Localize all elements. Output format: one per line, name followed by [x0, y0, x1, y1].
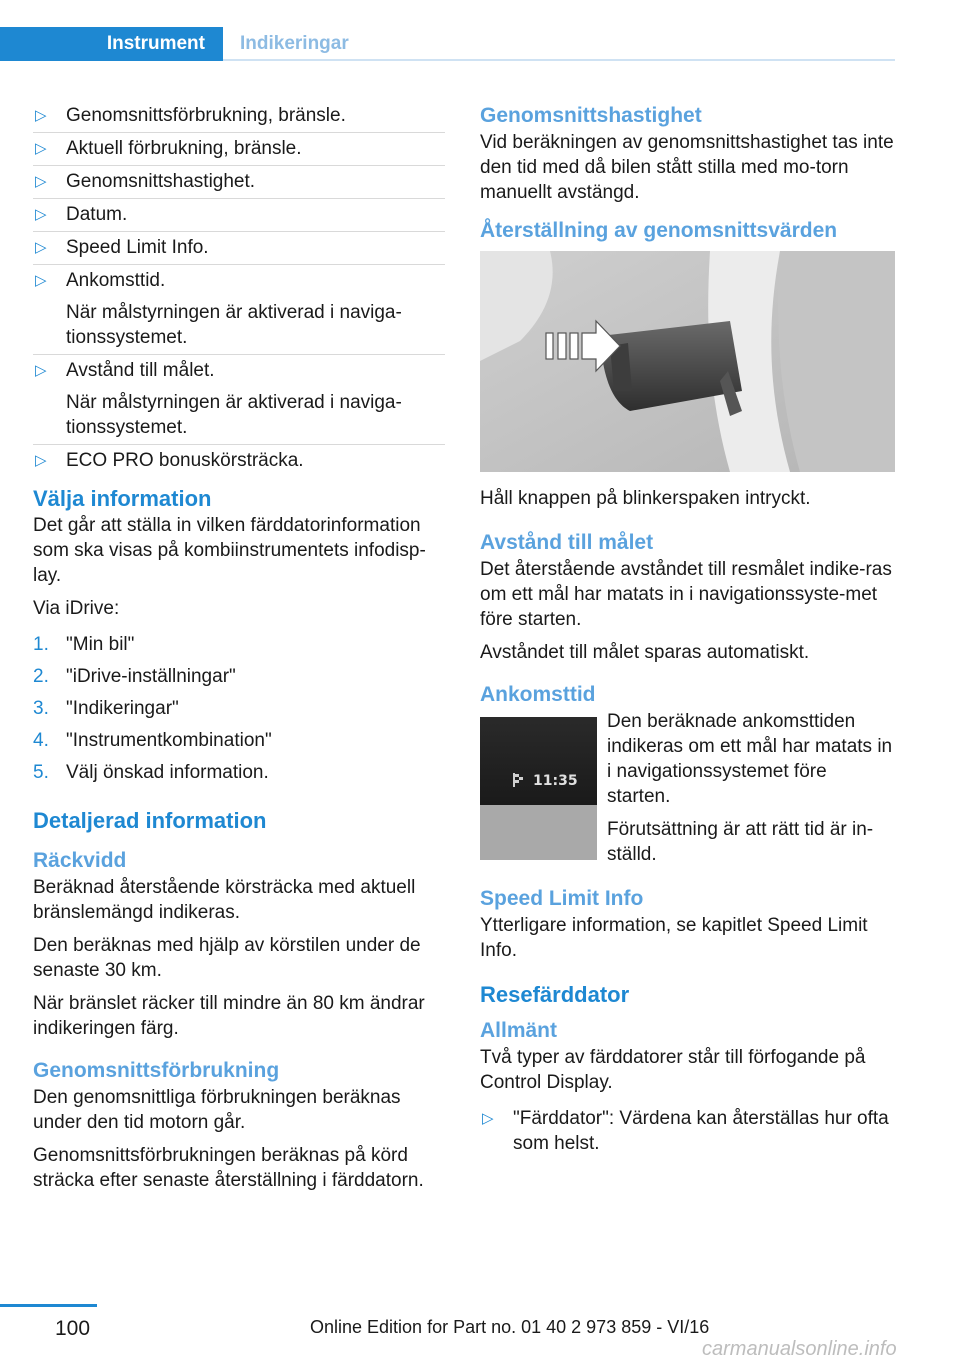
step-number: 2. [33, 666, 49, 687]
heading-resefarddator: Resefärddator [480, 982, 630, 1007]
list-item-text: ECO PRO bonuskörsträcka. [66, 450, 304, 471]
list-item-text: Genomsnittsförbrukning, bränsle. [66, 105, 346, 126]
list-item [33, 355, 445, 445]
arrival-clock-time: 11:35 [533, 773, 578, 789]
arrival-section [480, 709, 895, 867]
page-number: 100 [55, 1317, 91, 1340]
heading-valja-information: Välja information [33, 486, 212, 511]
paragraph: Håll knappen på blinkerspaken intryckt. [480, 488, 811, 509]
list-item [480, 1103, 895, 1160]
step-text: Välj önskad information. [66, 762, 269, 783]
triangle-bullet-icon: ▷ [35, 173, 47, 190]
list-item [33, 265, 445, 355]
step-number: 5. [33, 762, 49, 783]
triangle-bullet-icon: ▷ [35, 206, 47, 223]
heading-genomsnittshastighet: Genomsnittshastighet [480, 104, 702, 127]
arrival-display-graphic [480, 717, 597, 860]
steps-list [33, 629, 445, 789]
farddator-list [480, 1103, 895, 1160]
list-item-text: Genomsnittshastighet. [66, 171, 256, 192]
list-item [33, 232, 445, 265]
step-text: "Min bil" [66, 634, 135, 655]
list-item [33, 725, 445, 757]
turn-signal-stalk-photo [480, 251, 895, 472]
heading-rackvidd: Räckvidd [33, 849, 127, 872]
list-item [33, 445, 445, 477]
heading-speed-limit-info: Speed Limit Info [480, 887, 644, 910]
triangle-bullet-icon: ▷ [35, 362, 47, 379]
heading-avstand-till-malet: Avstånd till målet [480, 531, 654, 554]
triangle-bullet-icon: ▷ [35, 107, 47, 124]
paragraph: Det återstående avståndet till resmålet indike-ras om ett mål har matats in i navigationssyste-met före starten. [480, 559, 892, 630]
step-number: 3. [33, 698, 49, 719]
paragraph: Två typer av färddatorer står till förfogande på Control Display. [480, 1047, 866, 1093]
left-column [33, 100, 445, 1201]
list-item-text: Aktuell förbrukning, bränsle. [66, 138, 302, 159]
arrival-time-display [480, 717, 597, 860]
heading-ankomsttid: Ankomsttid [480, 683, 596, 706]
step-number: 4. [33, 730, 49, 751]
footer-accent-line [0, 1304, 97, 1307]
info-list [33, 100, 445, 477]
list-item-text: Avstånd till målet. [66, 360, 215, 381]
paragraph: Den beräknas med hjälp av körstilen under de senaste 30 km. [33, 935, 421, 981]
heading-aterstallning: Återställning av genomsnittsvärden [480, 219, 838, 242]
heading-detaljerad-information: Detaljerad information [33, 808, 267, 833]
step-number: 1. [33, 634, 49, 655]
list-item-text: "Färddator": Värdena kan återställas hur ofta som helst. [513, 1108, 889, 1154]
edition-text: Online Edition for Part no. 01 40 2 973 859 - VI/16 [310, 1317, 710, 1337]
step-text: "iDrive-inställningar" [66, 666, 236, 687]
paragraph: Den genomsnittliga förbrukningen beräknas under den tid motorn går. [33, 1087, 401, 1133]
list-item [33, 757, 445, 789]
paragraph: Den beräknade ankomsttiden indikeras om ett mål har matats in i navigationssystemet före starten. [607, 711, 893, 807]
triangle-bullet-icon: ▷ [35, 272, 47, 289]
list-item [33, 100, 445, 133]
paragraph: Vid beräkningen av genomsnittshastighet tas inte den tid med då bilen stått stilla med mo-torn manuellt avstängd. [480, 132, 894, 203]
list-item-text: Speed Limit Info. [66, 237, 209, 258]
heading-allmant: Allmänt [480, 1019, 558, 1042]
paragraph: Det går att ställa in vilken färddatorinformation som ska visas på kombiinstrumentets infodisp-lay. [33, 515, 426, 586]
step-text: "Instrumentkombination" [66, 730, 272, 751]
paragraph: Avståndet till målet sparas automatiskt. [480, 642, 810, 663]
triangle-bullet-icon: ▷ [35, 239, 47, 256]
paragraph: Beräknad återstående körsträcka med aktuell bränslemängd indikeras. [33, 877, 416, 923]
list-item [33, 133, 445, 166]
list-item-subtext: När målstyrningen är aktiverad i naviga-tionssystemet. [66, 392, 402, 438]
list-item-text: Datum. [66, 204, 128, 225]
list-item [33, 629, 445, 661]
tab-indikeringar[interactable]: Indikeringar [240, 33, 349, 54]
paragraph: Via iDrive: [33, 598, 120, 619]
paragraph: Genomsnittsförbrukningen beräknas på körd sträcka efter senaste återställning i färddatorn. [33, 1145, 424, 1191]
triangle-bullet-icon: ▷ [482, 1110, 494, 1127]
paragraph: Ytterligare information, se kapitlet Speed Limit Info. [480, 915, 868, 961]
paragraph: När bränslet räcker till mindre än 80 km ändrar indikeringen färg. [33, 993, 425, 1039]
list-item-subtext: När målstyrningen är aktiverad i naviga-tionssystemet. [66, 302, 402, 348]
triangle-bullet-icon: ▷ [35, 452, 47, 469]
triangle-bullet-icon: ▷ [35, 140, 47, 157]
list-item [33, 166, 445, 199]
list-item [33, 693, 445, 725]
tab-instrument[interactable]: Instrument [0, 27, 223, 61]
heading-genomsnittsforbrukning: Genomsnittsförbrukning [33, 1059, 280, 1082]
list-item [33, 199, 445, 232]
right-column [480, 100, 895, 1168]
paragraph: Förutsättning är att rätt tid är in-ställd. [607, 819, 874, 865]
header-divider [223, 59, 895, 61]
step-text: "Indikeringar" [66, 698, 179, 719]
header-tabs [0, 27, 895, 61]
list-item-text: Ankomsttid. [66, 270, 166, 291]
list-item [33, 661, 445, 693]
watermark: carmanualsonline.info [702, 1338, 897, 1360]
